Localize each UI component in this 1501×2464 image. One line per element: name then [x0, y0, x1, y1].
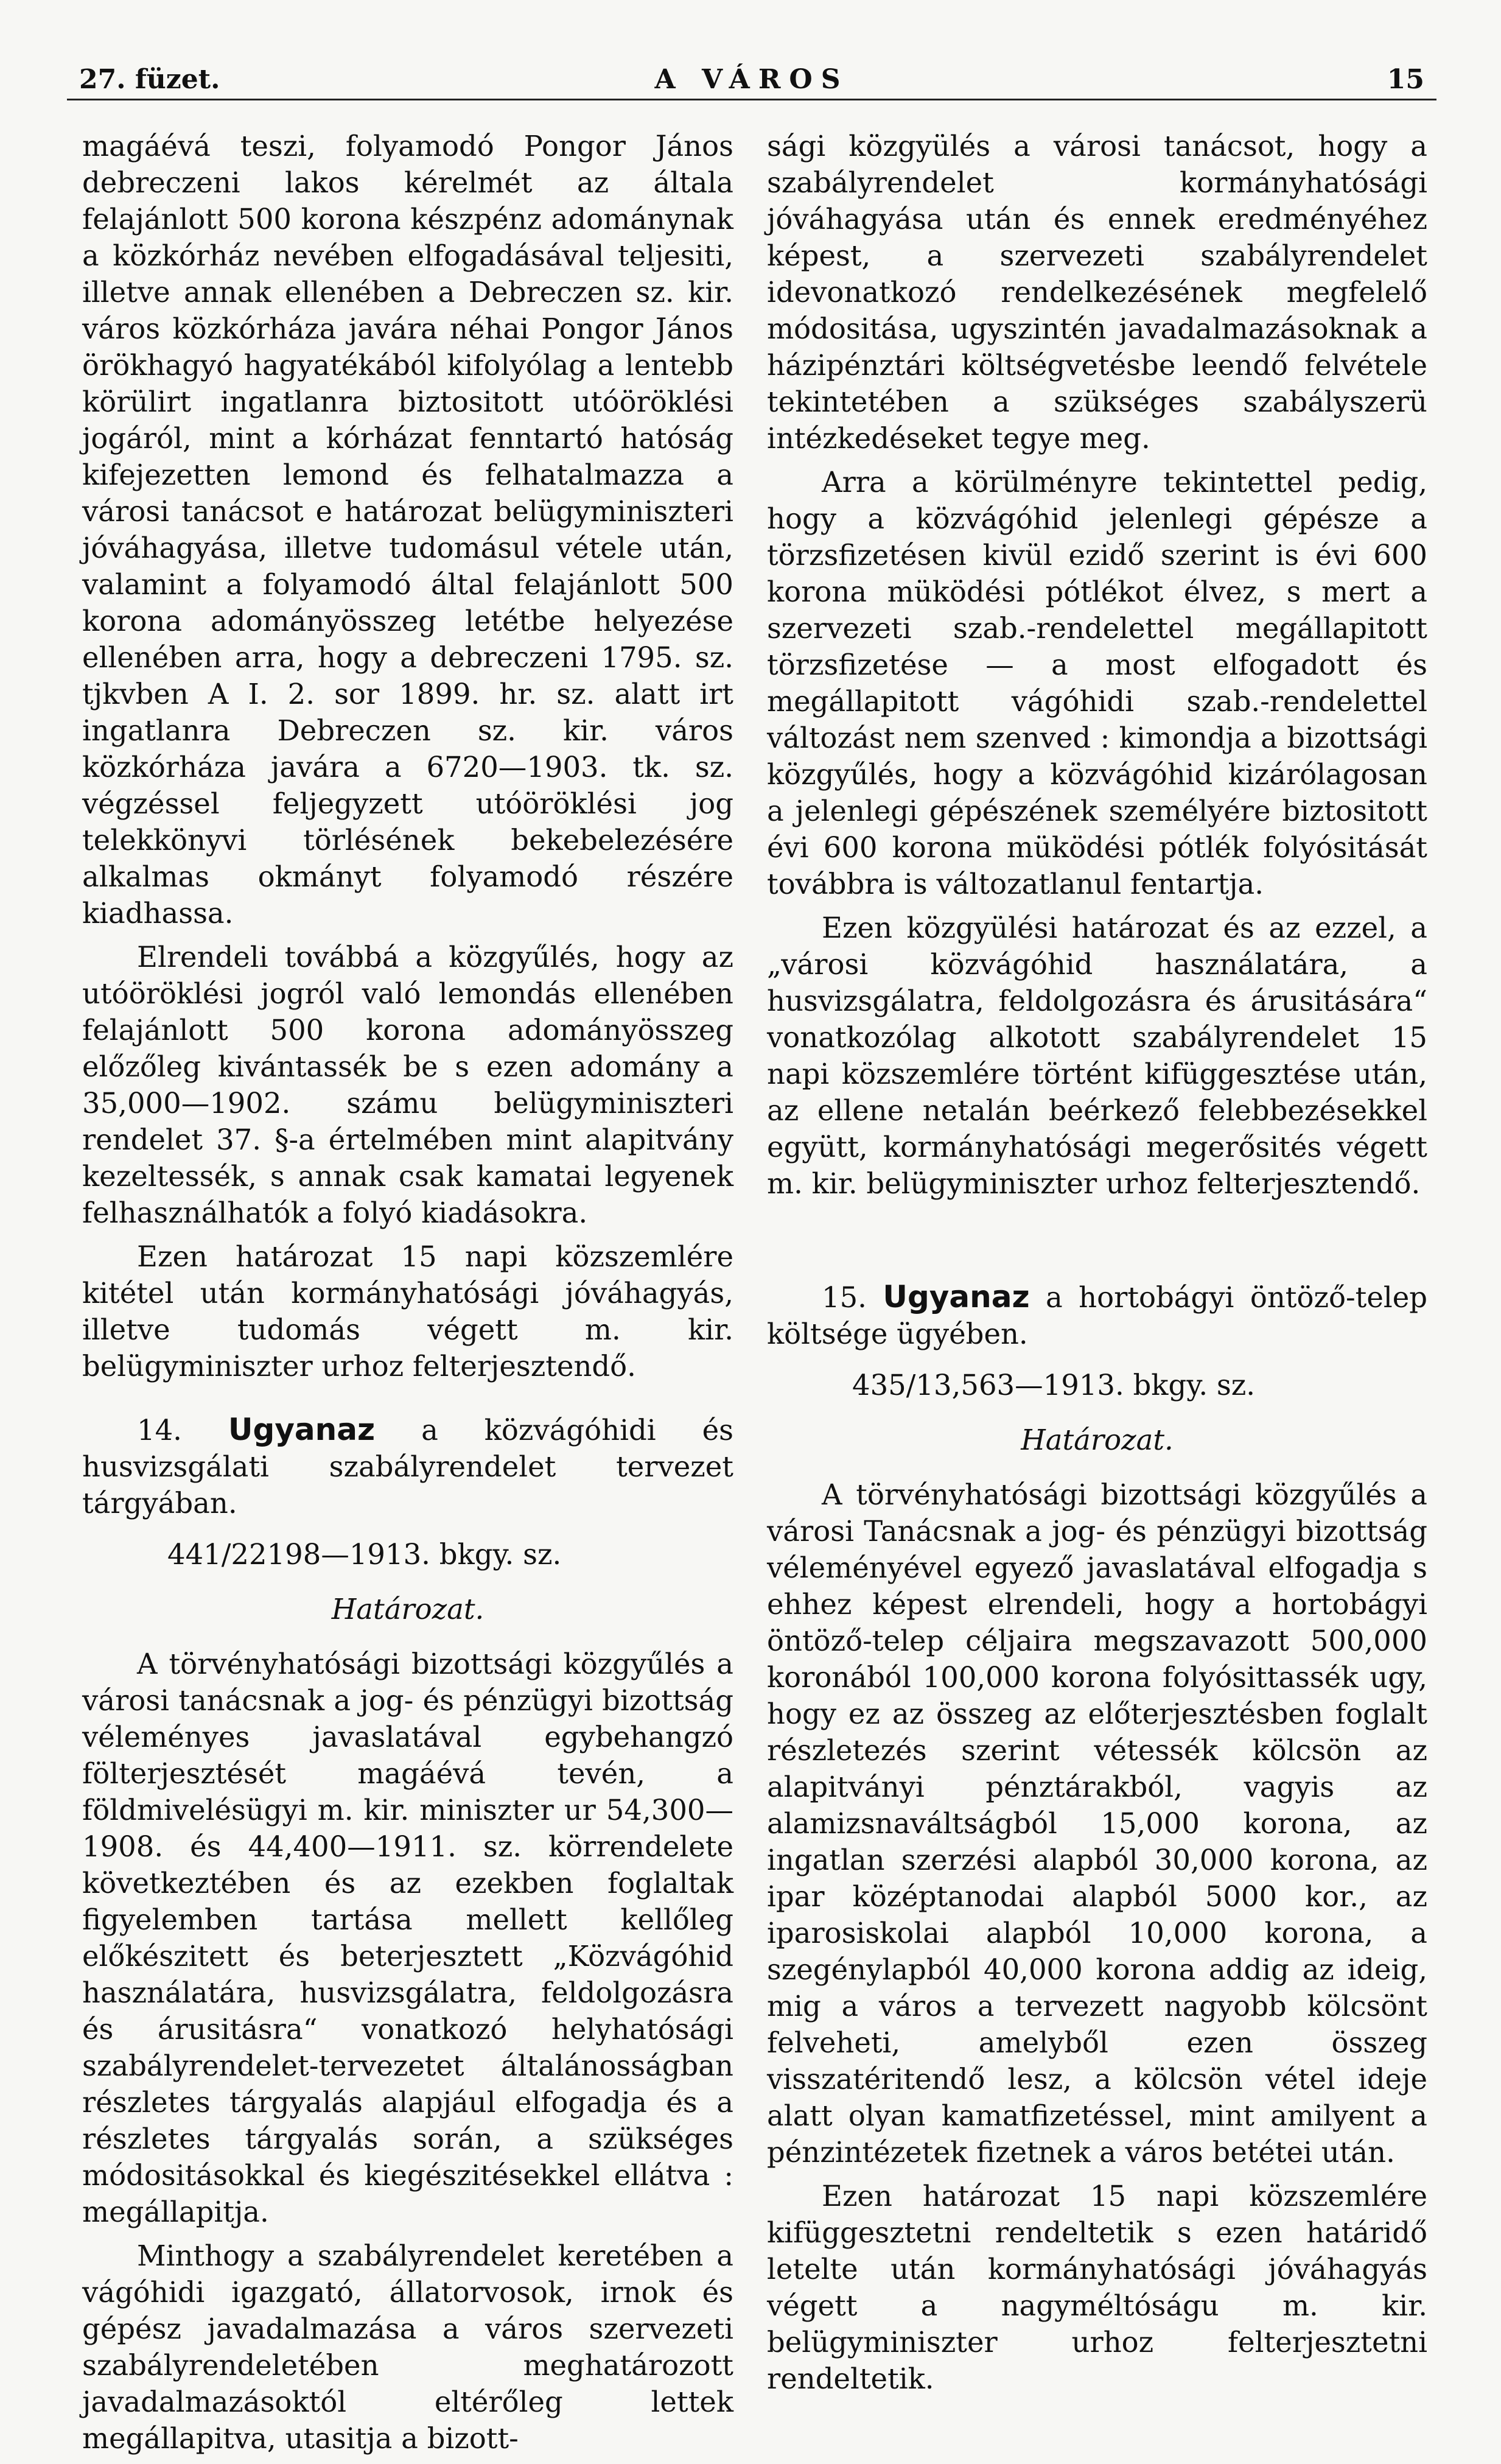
right-column [767, 128, 1427, 2404]
reference-number: 441/22198—1913. bkgy. sz. [167, 1538, 562, 1571]
paragraph: Ezen közgyülési határozat és az ezzel, a „városi közvágóhid használatára, a husvizsgálatra, feldolgozásra és árusitására“ vonatkozólag alkotott szabályrendelet 15 napi közszemlére történt kifüggesztése után, az ellene netalán beérkező felebbezésekkel együtt, kormányhatósági megerősités végett m. kir. belügyminiszter urhoz felterjesztendő. [767, 911, 1427, 1200]
resolution-title: Határozat. [331, 1593, 485, 1626]
reference-number: 435/13,563—1913. bkgy. sz. [852, 1369, 1256, 1402]
item-keyword: Ugyanaz [228, 1412, 376, 1447]
agenda-item-15 [767, 1279, 1427, 1352]
paragraph: Ezen határozat 15 napi közszemlére kitétel után kormányhatósági jóváhagyás, illetve tudomás végett m. kir. belügyminiszter urhoz felterjesztendő. [82, 1240, 733, 1383]
page-number: 15 [1387, 64, 1424, 95]
item-subject: a közvágóhidi és husvizsgálati szabályrendelet tervezet tárgyában. [82, 1414, 733, 1520]
paragraph: A törvényhatósági bizottsági közgyűlés a városi Tanácsnak a jog- és pénzügyi bizottság véleményével egyező javaslatával elfogadja s ehhez képest elrendeli, hogy a hortobágyi öntöző-telep céljaira megszavazott 500,000 koronából 100,000 korona folyósittassék ugy, hogy ez az összeg az előterjesztésben foglalt részletezés szerint vétessék kölcsön az alapitványi pénztárakból, vagyis az alamizsnaváltságból 15,000 korona, az ingatlan szerzési alapból 30,000 korona, az ipar középtanodai alapból 5000 kor., az iparosiskolai alapból 10,000 korona, a szegénylapból 40,000 korona addig az ideig, mig a város a tervezett nagyobb kölcsönt felveheti, amelyből ezen összeg visszatéritendő lesz, a kölcsön vétel ideje alatt olyan kamatfizetéssel, mint amilyent a pénzintézetek fizetnek a város betétei után. [767, 1478, 1427, 2169]
item-keyword: Ugyanaz [883, 1279, 1030, 1314]
item-number: 14. [137, 1414, 182, 1447]
page-header [67, 56, 1436, 100]
item-subject: a hortobágyi öntöző-telep költsége ügyében. [767, 1281, 1428, 1350]
left-column [82, 128, 733, 2464]
paragraph: Minthogy a szabályrendelet keretében a vágóhidi igazgató, állatorvosok, irnok és gépész javadalmazása a város szervezeti szabályrendeletében meghatározott javadalmazásoktól eltérőleg lettek megállapitva, utasitja a bizott- [82, 2239, 733, 2455]
journal-title: A VÁROS [654, 64, 849, 95]
paragraph: Ezen határozat 15 napi közszemlére kifüggesztetni rendeltetik s ezen határidő letelte után kormányhatósági jóváhagyás végett a nagyméltóságu m. kir. belügyminiszter urhoz felterjesztetni rendeltetik. [767, 2180, 1427, 2395]
resolution-title: Határozat. [1021, 1423, 1174, 1456]
paragraph: Elrendeli továbbá a közgyűlés, hogy az utóöröklési jogról való lemondás ellenében felajánlott 500 korona adományösszeg előzőleg kivántassék be s ezen adomány a 35,000—1902. számu belügyminiszteri rendelet 37. §-a értelmében mint alapitvány kezeltessék, s annak csak kamatai legyenek felhasználhatók a folyó kiadásokra. [82, 941, 733, 1229]
agenda-item-14 [82, 1411, 733, 1522]
paragraph: sági közgyülés a városi tanácsot, hogy a szabályrendelet kormányhatósági jóváhagyása után és ennek eredményéhez képest, a szervezeti szabályrendelet idevonatkozó rendelkezésének megfelelő módositása, ugyszintén javadalmazásoknak a házipénztári költségvetésbe leendő felvétele tekintetében a szükséges szabályszerü intézkedéseket tegye meg. [767, 130, 1427, 455]
paragraph: magáévá teszi, folyamodó Pongor János debreczeni lakos kérelmét az általa felajánlott 500 korona készpénz adománynak a közkórház nevében elfogadásával teljesiti, illetve annak ellenében a Debreczen sz. kir. város közkórháza javára néhai Pongor János örökhagyó hagyatékából kifolyólag a lentebb körülirt ingatlanra biztositott utóöröklési jogáról, mint a kórházat fenntartó hatóság kifejezetten lemond és felhatalmazza a városi tanácsot e határozat belügyminiszteri jóváhagyása, illetve tudomásul vétele után, valamint a folyamodó által felajánlott 500 korona adományösszeg letétbe helyezése ellenében arra, hogy a debreczeni 1795. sz. tjkvben A I. 2. sor 1899. hr. sz. alatt irt ingatlanra Debreczen sz. kir. város közkórháza javára a 6720—1903. tk. sz. végzéssel feljegyzett utóöröklési jog telekkönyvi törlésének bekebelezésére alkalmas okmányt folyamodó részére kiadhassa. [82, 130, 733, 930]
issue-label: 27. füzet. [79, 64, 220, 95]
paragraph: Arra a körülményre tekintettel pedig, hogy a közvágóhid jelenlegi gépésze a törzsfizetésen kivül ezidő szerint is évi 600 korona müködési pótlékot élvez, s mert a szervezeti szab.-rendelettel megállapitott törzsfizetése — a most elfogadott és megállapitott vágóhidi szab.-rendelettel változást nem szenved : kimondja a bizottsági közgyűlés, hogy a közvágóhid kizárólagosan a jelenlegi gépészének személyére biztositott évi 600 korona müködési pótlék folyósitását továbbra is változatlanul fentartja. [767, 466, 1427, 900]
item-number: 15. [822, 1281, 867, 1314]
paragraph: A törvényhatósági bizottsági közgyűlés a városi tanácsnak a jog- és pénzügyi bizottság véleményes javaslatával egybehangzó fölterjesztését magáévá tevén, a földmivelésügyi m. kir. miniszter ur 54,300—1908. és 44,400—1911. sz. körrendelete következtében és az ezekben foglaltak figyelemben tartása mellett kellőleg előkészitett és beterjesztett „Közvágóhid használatára, husvizsgálatra, feldolgozásra és árusitásra“ vonatkozó helyhatósági szabályrendelet-tervezetet általánosságban részletes tárgyalás alapjául elfogadja és a részletes tárgyalás során, a szükséges módositásokkal és kiegészitésekkel ellátva : megállapitja. [82, 1648, 733, 2228]
